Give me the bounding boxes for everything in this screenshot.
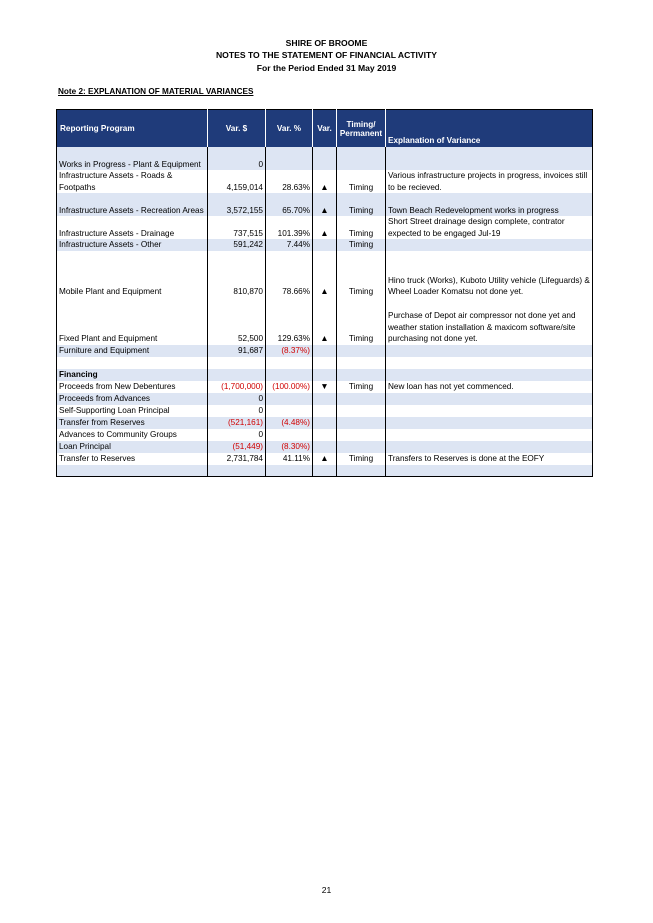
var-dollar-cell: 810,870 [208, 251, 266, 298]
program-cell: Infrastructure Assets - Other [57, 239, 208, 251]
explanation-cell: New loan has not yet commenced. [386, 381, 593, 393]
timing-cell [337, 417, 386, 429]
var-dollar-cell [208, 369, 266, 381]
program-cell: Transfer to Reserves [59, 454, 136, 463]
header-var-dollar: Var. $ [208, 110, 266, 148]
program-cell: Self-Supporting Loan Principal [59, 406, 170, 415]
var-pct-cell [266, 393, 313, 405]
var-pct-cell: (100.00%) [266, 381, 313, 393]
table-row [57, 193, 593, 216]
explanation-cell: Hino truck (Works), Kuboto Utility vehicle (Lifeguards) & Wheel Loader Komatsu not done yet. [386, 251, 593, 298]
variance-indicator-icon [313, 239, 337, 251]
program-cell [57, 465, 208, 477]
program-cell: Financing [57, 369, 208, 381]
explanation-cell: Purchase of Depot air compressor not done yet and weather station installation & maxicom software/site purchasing not done yet. [386, 298, 593, 345]
variance-indicator-icon: ▲ [313, 453, 337, 465]
table-row [57, 239, 593, 251]
var-dollar-cell: 0 [208, 147, 266, 170]
explanation-cell: Various infrastructure projects in progress, invoices still to be recieved. [386, 170, 593, 193]
var-dollar-cell: 0 [208, 405, 266, 417]
header-explanation: Explanation of Variance [386, 110, 593, 148]
var-pct-cell [266, 357, 313, 369]
header-var: Var. [313, 110, 337, 148]
table-row [57, 298, 593, 345]
variance-indicator-icon [313, 345, 337, 357]
table-row [57, 216, 593, 239]
explanation-cell: Short Street drainage design complete, contrator expected to be engaged Jul-19 [386, 216, 593, 239]
variance-indicator-icon [313, 417, 337, 429]
timing-cell [337, 441, 386, 453]
timing-cell: Timing [337, 170, 386, 193]
variance-indicator-icon: ▲ [313, 298, 337, 345]
table-row [57, 381, 593, 393]
variance-table [56, 109, 593, 477]
notes-title: NOTES TO THE STATEMENT OF FINANCIAL ACTIVITY [215, 50, 438, 60]
var-pct-cell: (8.37%) [266, 345, 313, 357]
var-dollar-cell [208, 357, 266, 369]
var-pct-cell: 129.63% [266, 298, 313, 345]
program-cell: Mobile Plant and Equipment [59, 287, 162, 296]
table-row [57, 147, 593, 170]
note-title: Note 2: EXPLANATION OF MATERIAL VARIANCES [58, 87, 254, 96]
var-dollar-cell: 3,572,155 [208, 193, 266, 216]
program-cell: Infrastructure Assets - Roads & Footpaths [59, 171, 173, 192]
variance-indicator-icon: ▲ [313, 193, 337, 216]
explanation-cell [386, 465, 593, 477]
table-row [57, 170, 593, 193]
explanation-cell: Transfers to Reserves is done at the EOFY [386, 453, 593, 465]
timing-cell [337, 429, 386, 441]
var-dollar-cell: 91,687 [208, 345, 266, 357]
timing-cell [337, 465, 386, 477]
program-cell: Fixed Plant and Equipment [59, 334, 158, 343]
header-program: Reporting Program [57, 110, 208, 148]
timing-cell: Timing [337, 239, 386, 251]
table-row [57, 393, 593, 405]
variance-indicator-icon [313, 393, 337, 405]
explanation-cell [386, 357, 593, 369]
variance-indicator-icon: ▼ [313, 381, 337, 393]
timing-cell [337, 345, 386, 357]
variance-indicator-icon [313, 147, 337, 170]
table-row [57, 417, 593, 429]
explanation-cell [386, 345, 593, 357]
var-dollar-cell: (51,449) [208, 441, 266, 453]
table-row [57, 345, 593, 357]
program-cell: Works in Progress - Plant & Equipment [57, 147, 208, 170]
program-cell: Advances to Community Groups [59, 430, 177, 439]
table-row [57, 357, 593, 369]
table-row [57, 429, 593, 441]
var-pct-cell: 7.44% [266, 239, 313, 251]
timing-cell: Timing [337, 453, 386, 465]
explanation-cell [386, 429, 593, 441]
variance-indicator-icon: ▲ [313, 251, 337, 298]
explanation-cell: Town Beach Redevelopment works in progress [386, 193, 593, 216]
timing-cell: Timing [337, 216, 386, 239]
period-title: For the Period Ended 31 May 2019 [256, 63, 397, 73]
timing-cell: Timing [337, 251, 386, 298]
program-cell: Proceeds from Advances [57, 393, 208, 405]
var-dollar-cell [208, 465, 266, 477]
explanation-cell [386, 405, 593, 417]
program-cell: Infrastructure Assets - Recreation Areas [57, 193, 208, 216]
program-cell: Transfer from Reserves [57, 417, 208, 429]
variance-indicator-icon [313, 429, 337, 441]
var-pct-cell [266, 465, 313, 477]
variance-indicator-icon: ▲ [313, 216, 337, 239]
org-name: SHIRE OF BROOME [285, 38, 368, 48]
timing-cell [337, 147, 386, 170]
var-dollar-cell: (521,161) [208, 417, 266, 429]
table-row [57, 369, 593, 381]
var-pct-cell [266, 369, 313, 381]
explanation-cell [386, 417, 593, 429]
explanation-cell [386, 441, 593, 453]
var-dollar-cell: 4,159,014 [208, 170, 266, 193]
program-cell: Proceeds from New Debentures [59, 382, 176, 391]
explanation-cell [386, 369, 593, 381]
var-pct-cell: 101.39% [266, 216, 313, 239]
header-var-pct: Var. % [266, 110, 313, 148]
var-dollar-cell: 0 [208, 429, 266, 441]
var-pct-cell: 65.70% [266, 193, 313, 216]
var-pct-cell: (4.48%) [266, 417, 313, 429]
var-pct-cell: 78.66% [266, 251, 313, 298]
timing-cell [337, 393, 386, 405]
var-pct-cell [266, 429, 313, 441]
table-row [57, 251, 593, 298]
explanation-cell [386, 393, 593, 405]
program-cell: Infrastructure Assets - Drainage [59, 228, 175, 238]
variance-indicator-icon [313, 369, 337, 381]
variance-indicator-icon: ▲ [313, 170, 337, 193]
var-pct-cell [266, 405, 313, 417]
variance-indicator-icon [313, 441, 337, 453]
page-number: 21 [321, 885, 332, 895]
var-dollar-cell: 2,731,784 [208, 453, 266, 465]
var-pct-cell: 41.11% [266, 453, 313, 465]
timing-cell [337, 357, 386, 369]
var-pct-cell: 28.63% [266, 170, 313, 193]
table-row [57, 465, 593, 477]
explanation-cell [386, 147, 593, 170]
var-dollar-cell: 737,515 [208, 216, 266, 239]
timing-cell [337, 369, 386, 381]
var-dollar-cell: 52,500 [208, 298, 266, 345]
table-row [57, 453, 593, 465]
program-cell [57, 357, 208, 369]
header-timing: Timing/ Permanent [337, 110, 386, 148]
variance-indicator-icon [313, 405, 337, 417]
program-cell: Loan Principal [57, 441, 208, 453]
var-pct-cell: (8.30%) [266, 441, 313, 453]
program-cell: Furniture and Equipment [57, 345, 208, 357]
timing-cell: Timing [337, 193, 386, 216]
var-dollar-cell: 591,242 [208, 239, 266, 251]
timing-cell: Timing [337, 381, 386, 393]
table-row [57, 441, 593, 453]
variance-indicator-icon [313, 465, 337, 477]
table-row [57, 405, 593, 417]
table-header-row [57, 110, 593, 148]
timing-cell [337, 405, 386, 417]
variance-indicator-icon [313, 357, 337, 369]
var-dollar-cell: (1,700,000) [208, 381, 266, 393]
timing-cell: Timing [337, 298, 386, 345]
var-dollar-cell: 0 [208, 393, 266, 405]
var-pct-cell [266, 147, 313, 170]
explanation-cell [386, 239, 593, 251]
